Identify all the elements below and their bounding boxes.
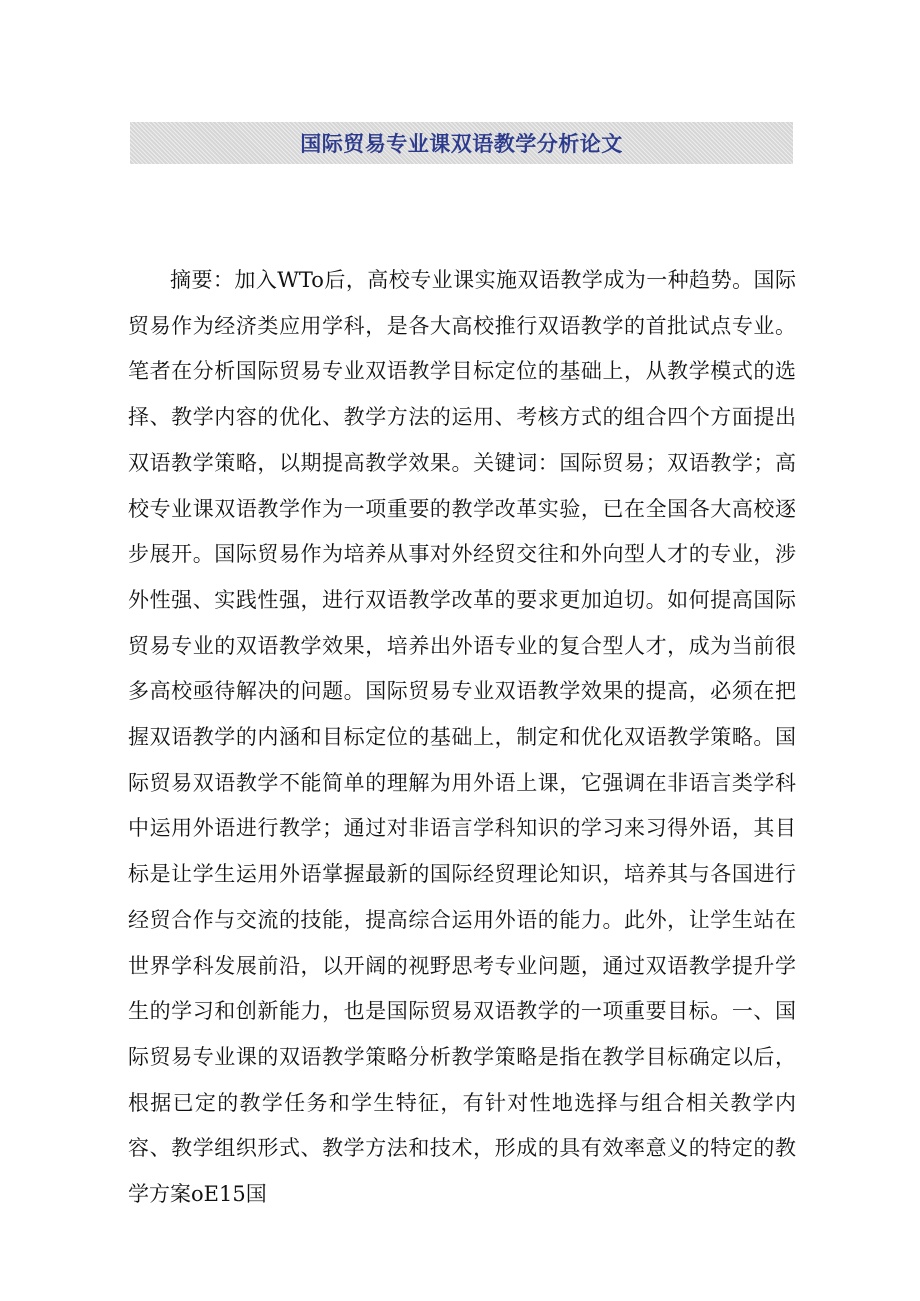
body-paragraph: 摘要：加入WTo后，高校专业课实施双语教学成为一种趋势。国际贸易作为经济类应用学科，是各大高校推行双语教学的首批试点专业。笔者在分析国际贸易专业双语教学目标定位的基础上，从教学模式的选择、教学内容的优化、教学方法的运用、考核方式的组合四个方面提出双语教学策略，以期提高教学效果。关键词：国际贸易；双语教学；高校专业课双语教学作为一项重要的教学改革实验，已在全国各大高校逐步展开。国际贸易作为培养从事对外经贸交往和外向型人才的专业，涉外性强、实践性强，进行双语教学改革的要求更加迫切。如何提高国际贸易专业的双语教学效果，培养出外语专业的复合型人才，成为当前很多高校亟待解决的问题。国际贸易专业双语教学效果的提高，必须在把握双语教学的内涵和目标定位的基础上，制定和优化双语教学策略。国际贸易双语教学不能简单的理解为用外语上课，它强调在非语言类学科中运用外语进行教学；通过对非语言学科知识的学习来习得外语，其目标是让学生运用外语掌握最新的国际经贸理论知识，培养其与各国进行经贸合作与交流的技能，提高综合运用外语的能力。此外，让学生站在世界学科发展前沿，以开阔的视野思考专业问题，通过双语教学提升学生的学习和创新能力，也是国际贸易双语教学的一项重要目标。一、国际贸易专业课的双语教学策略分析教学策略是指在教学目标确定以后，根据已定的教学任务和学生特征，有针对性地选择与组合相关教学内容、教学组织形式、教学方法和技术，形成的具有效率意义的特定的教学方案oE15国 [128,268,796,1207]
title-banner [130,122,793,164]
document-title: 国际贸易专业课双语教学分析论文 [300,132,623,156]
